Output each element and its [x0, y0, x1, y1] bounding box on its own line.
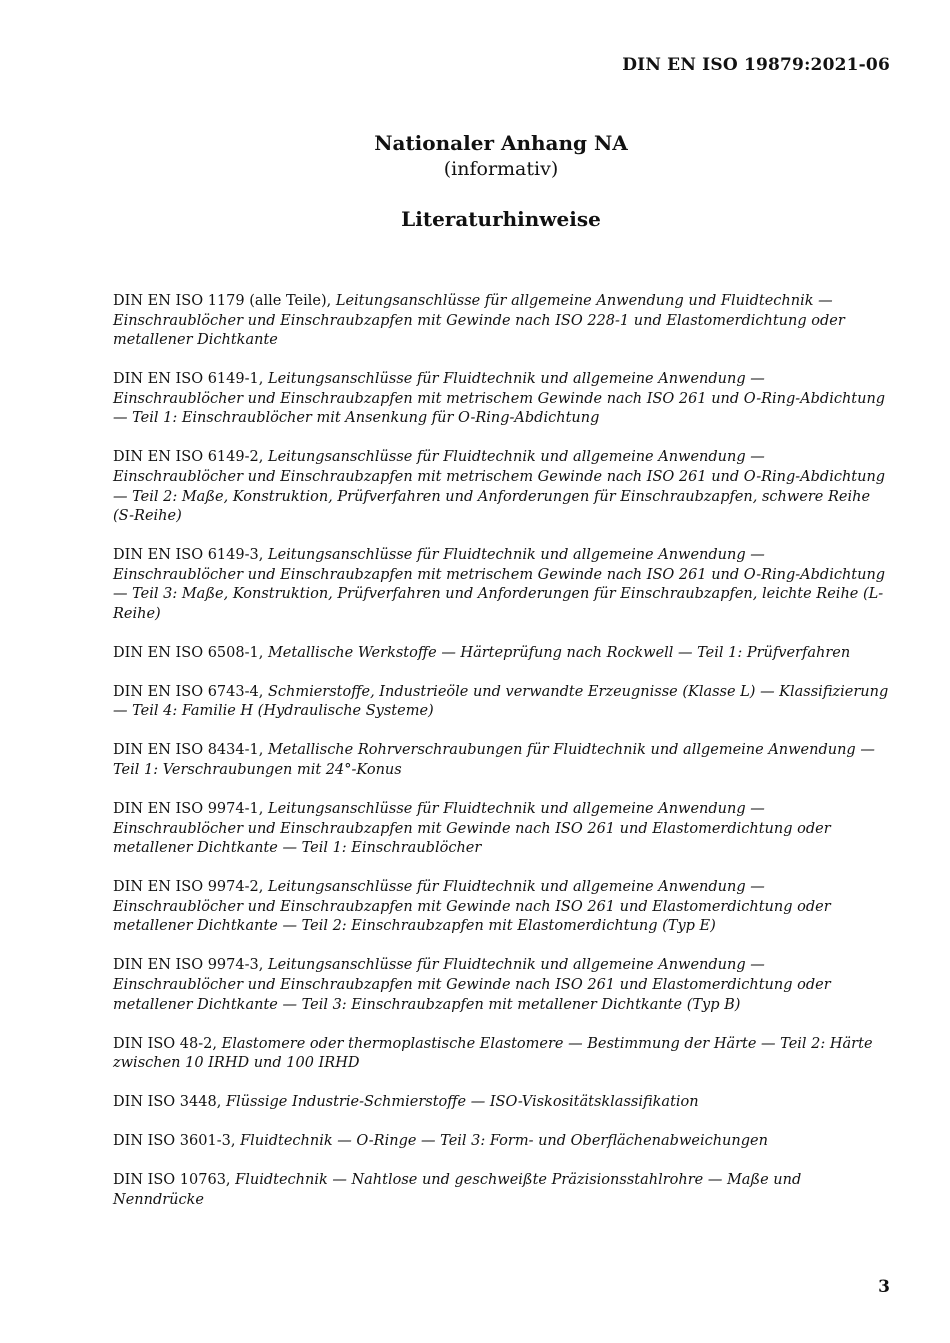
reference-designation: DIN EN ISO 6743-4, [113, 683, 264, 700]
reference-item [113, 546, 893, 624]
reference-item [113, 292, 893, 351]
reference-item [113, 448, 893, 526]
reference-item [113, 1093, 893, 1113]
reference-designation: DIN EN ISO 6149-3, [113, 547, 264, 564]
reference-item [113, 1035, 893, 1074]
document-id: DIN EN ISO 19879:2021-06 [622, 55, 890, 75]
reference-title: Schmierstoffe, Industrieöle und verwandte Erzeugnisse (Klasse L) — Klassifizierung — Teil 4: Familie H (Hydraulische Systeme) [113, 683, 889, 720]
reference-title: Leitungsanschlüsse für allgemeine Anwendung und Fluidtechnik — Einschraublöcher und Einschraubzapfen mit Gewinde nach ISO 228-1 und Elastomerdichtung oder metallener Dichtkante [113, 293, 845, 349]
section-title: Literaturhinweise [401, 207, 601, 231]
reference-item [113, 683, 893, 722]
reference-list [113, 292, 893, 1230]
reference-designation: DIN ISO 3448, [113, 1094, 222, 1111]
reference-item [113, 956, 893, 1015]
reference-item [113, 800, 893, 859]
reference-designation: DIN EN ISO 9974-3, [113, 957, 264, 974]
reference-designation: DIN ISO 3601-3, [113, 1133, 236, 1150]
reference-title: Metallische Werkstoffe — Härteprüfung nach Rockwell — Teil 1: Prüfverfahren [267, 644, 851, 661]
annex-title: Nationaler Anhang NA [374, 131, 628, 155]
reference-designation: DIN ISO 10763, [113, 1172, 231, 1189]
page-number: 3 [878, 1277, 890, 1297]
reference-title: Leitungsanschlüsse für Fluidtechnik und allgemeine Anwendung — Einschraublöcher und Einschraubzapfen mit metrischem Gewinde nach ISO 261 und O-Ring-Abdichtung — Teil 2: Maße, Konstruktion, Prüfverfahren und Anforderungen für Einschraubzapfen, schwere Reihe (S-Reihe) [113, 449, 886, 525]
reference-title: Leitungsanschlüsse für Fluidtechnik und allgemeine Anwendung — Einschraublöcher und Einschraubzapfen mit Gewinde nach ISO 261 und Elastomerdichtung oder metallener Dichtkante — Teil 1: Einschraublöcher [113, 801, 831, 857]
reference-item [113, 878, 893, 937]
reference-designation: DIN ISO 48-2, [113, 1035, 217, 1052]
reference-item [113, 1171, 893, 1210]
reference-title: Fluidtechnik — Nahtlose und geschweißte Präzisionsstahlrohre — Maße und Nenndrücke [113, 1172, 802, 1208]
reference-designation: DIN EN ISO 6149-1, [113, 371, 264, 388]
reference-title: Flüssige Industrie-Schmierstoffe — ISO-Viskositätsklassifikation [225, 1094, 699, 1111]
reference-designation: DIN EN ISO 6508-1, [113, 644, 264, 661]
reference-title: Leitungsanschlüsse für Fluidtechnik und allgemeine Anwendung — Einschraublöcher und Einschraubzapfen mit metrischem Gewinde nach ISO 261 und O-Ring-Abdichtung — Teil 3: Maße, Konstruktion, Prüfverfahren und Anforderungen für Einschraubzapfen, leichte Reihe (L-Reihe) [113, 547, 886, 622]
reference-item [113, 741, 893, 780]
reference-item [113, 370, 893, 429]
reference-title: Leitungsanschlüsse für Fluidtechnik und allgemeine Anwendung — Einschraublöcher und Einschraubzapfen mit Gewinde nach ISO 261 und Elastomerdichtung oder metallener Dichtkante — Teil 2: Einschraubzapfen mit Elastomerdichtung (Typ E) [113, 879, 831, 935]
reference-designation: DIN EN ISO 9974-2, [113, 879, 264, 896]
reference-title: Metallische Rohrverschraubungen für Fluidtechnik und allgemeine Anwendung — Teil 1: Verschraubungen mit 24°-Konus [113, 742, 875, 779]
reference-title: Leitungsanschlüsse für Fluidtechnik und allgemeine Anwendung — Einschraublöcher und Einschraubzapfen mit Gewinde nach ISO 261 und Elastomerdichtung oder metallener Dichtkante — Teil 3: Einschraubzapfen mit metallener Dichtkante (Typ B) [113, 957, 831, 1013]
reference-title: Elastomere oder thermoplastische Elastomere — Bestimmung der Härte — Teil 2: Härte zwischen 10 IRHD und 100 IRHD [113, 1035, 873, 1072]
annex-subtitle: (informativ) [443, 158, 559, 180]
reference-designation: DIN EN ISO 1179 (alle Teile), [113, 293, 332, 309]
reference-item [113, 644, 893, 664]
reference-designation: DIN EN ISO 6149-2, [113, 449, 264, 466]
reference-title: Fluidtechnik — O-Ringe — Teil 3: Form- und Oberflächenabweichungen [240, 1133, 768, 1150]
reference-designation: DIN EN ISO 8434-1, [113, 742, 264, 759]
reference-item [113, 1132, 893, 1152]
reference-designation: DIN EN ISO 9974-1, [113, 801, 264, 818]
reference-title: Leitungsanschlüsse für Fluidtechnik und allgemeine Anwendung — Einschraublöcher und Einschraubzapfen mit metrischem Gewinde nach ISO 261 und O-Ring-Abdichtung — Teil 1: Einschraublöcher mit Ansenkung für O-Ring-Abdichtung [113, 371, 886, 427]
